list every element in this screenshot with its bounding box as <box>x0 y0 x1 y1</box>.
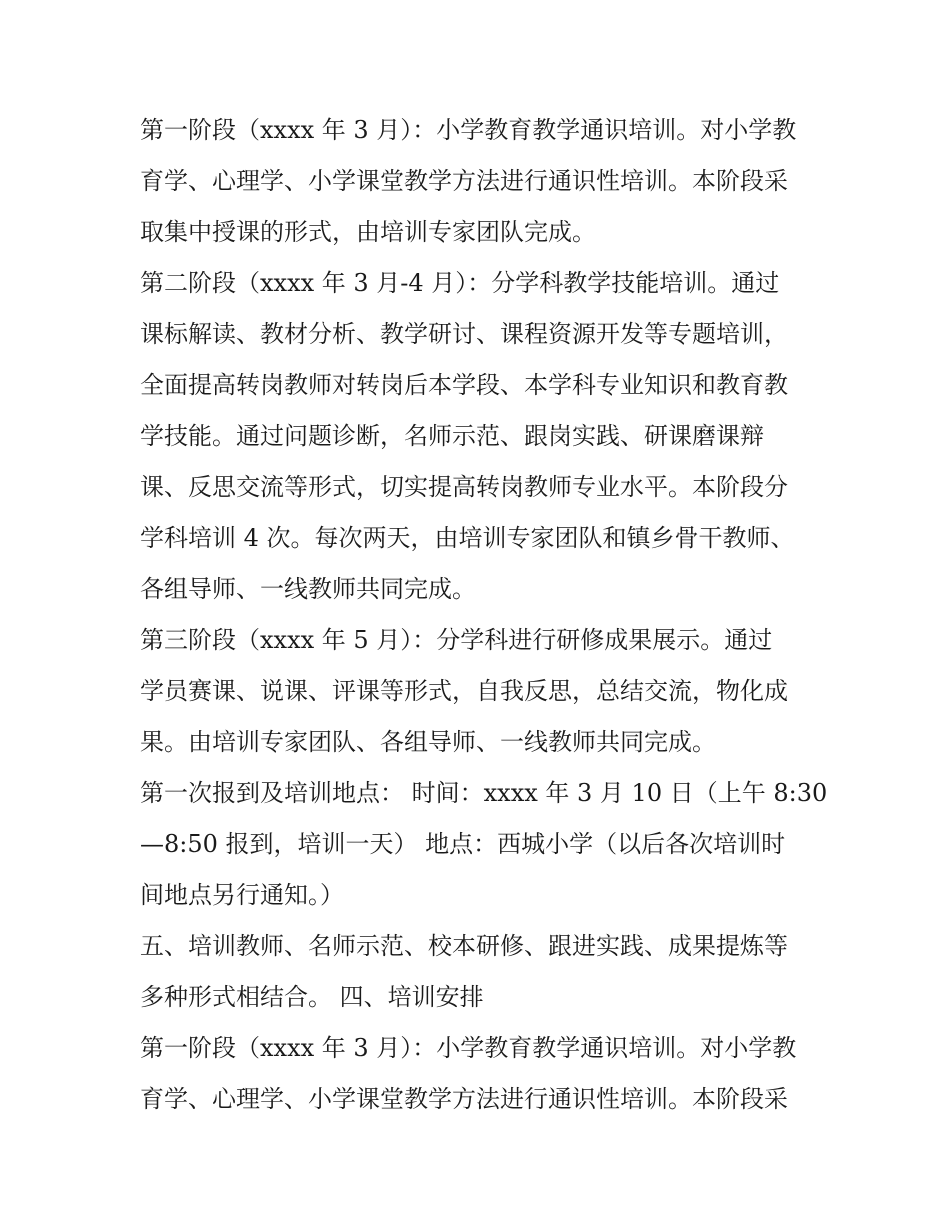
text-line: 多种形式相结合。 四、培训安排 <box>140 983 484 1011</box>
text-line: 第一阶段（xxxx 年 3 月）：小学教育教学通识培训。对小学教 <box>140 116 797 144</box>
text-line: 学科培训 4 次。每次两天，由培训专家团队和镇乡骨干教师、 <box>140 524 795 552</box>
text-line: 学员赛课、说课、评课等形式，自我反思，总结交流，物化成 <box>140 677 788 705</box>
text-line: 间地点另行通知。） <box>140 881 344 909</box>
text-line: 取集中授课的形式，由培训专家团队完成。 <box>140 218 596 246</box>
text-line: 课标解读、教材分析、教学研讨、课程资源开发等专题培训， <box>140 320 788 348</box>
text-line: 育学、心理学、小学课堂教学方法进行通识性培训。本阶段采 <box>140 167 788 195</box>
text-line: 育学、心理学、小学课堂教学方法进行通识性培训。本阶段采 <box>140 1085 788 1113</box>
text-line: —8:50 报到，培训一天） 地点：西城小学（以后各次培训时 <box>140 830 786 858</box>
text-line: 第二阶段（xxxx 年 3 月-4 月）：分学科教学技能培训。通过 <box>140 269 780 297</box>
text-line: 第一阶段（xxxx 年 3 月）：小学教育教学通识培训。对小学教 <box>140 1034 797 1062</box>
text-line: 全面提高转岗教师对转岗后本学段、本学科专业知识和教育教 <box>140 371 788 399</box>
text-line: 果。由培训专家团队、各组导师、一线教师共同完成。 <box>140 728 716 756</box>
text-line: 课、反思交流等形式，切实提高转岗教师专业水平。本阶段分 <box>140 473 788 501</box>
text-line: 五、培训教师、名师示范、校本研修、跟进实践、成果提炼等 <box>140 932 788 960</box>
text-line: 第一次报到及培训地点： 时间：xxxx 年 3 月 10 日（上午 8:30 <box>140 779 828 807</box>
document-body <box>140 105 828 1125</box>
text-line: 第三阶段（xxxx 年 5 月）：分学科进行研修成果展示。通过 <box>140 626 773 654</box>
text-line: 学技能。通过问题诊断，名师示范、跟岗实践、研课磨课辩 <box>140 422 764 450</box>
text-line: 各组导师、一线教师共同完成。 <box>140 575 476 603</box>
